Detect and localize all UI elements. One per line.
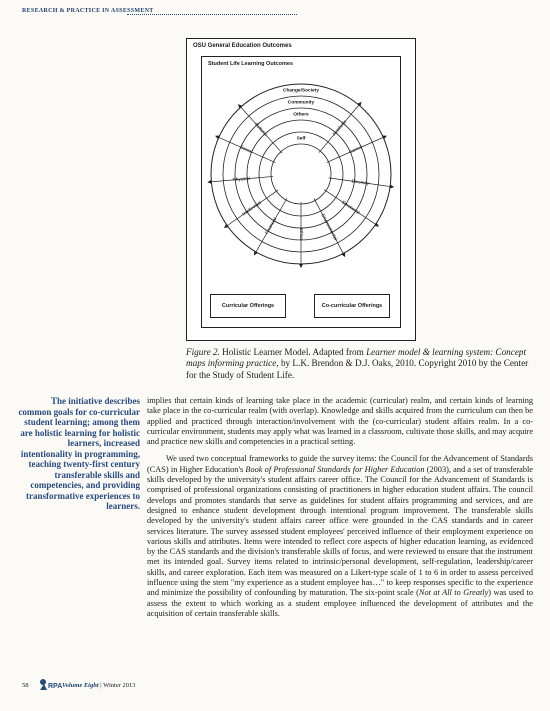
domain-label: Ethics (298, 227, 304, 241)
ring-label: Community (287, 100, 315, 106)
paragraph-2 (147, 454, 533, 619)
domain-label: Social (239, 144, 254, 155)
domain-label: Physical (232, 175, 250, 183)
running-head-text: RESEARCH & PRACTICE IN ASSESSMENT (22, 8, 154, 14)
p2-part-a: We used two conceptual frameworks to guide the survey items: the Council for the Advancement of Standards (CAS) in Higher Education's (147, 454, 533, 474)
p2-part-d: ) was used to assess the extent to which working as a student employee influenced the development of attributes and the acquisition of certain transferable skills. (147, 588, 533, 618)
domain-label: Emotional (341, 199, 361, 216)
figure-inner-box (201, 56, 401, 328)
figure-caption (186, 347, 531, 381)
domain-label: Aesthetic (331, 119, 348, 137)
domain-label: Diversity (351, 178, 370, 186)
holistic-learner-diagram (204, 69, 398, 287)
caption-text-2: , by L.K. Brendon & D.J. Oaks, 2010. Copyright 2010 by the Center for the Study of Student Life. (186, 358, 529, 380)
p2-part-b: (2003), and a set of transferable skills developed by the university's student affairs career office. The Council for the Advancement of Standards is comprised of professional organizations consisting of practitioners in higher education student affairs. The council develops and promotes standards that serve as guidelines for student affairs programming and services, and are designed to enhance student development through intentional program improvement. The transferable skills developed by the university's student affairs career office were grounded in the CAS standards and in career services literature. The survey assessed student employees' perceived influence of their employment experience on various skills and attributes. Items were intended to reflect core aspects of higher education learning, as evidenced by the CAS standards and the division's transferable skills of focus, and were reviewed to ensure that the instrument met its intended goal. Survey items related to intrinsic/personal development, self-regulation, leadership/career skills, and career exploration. Each item was measured on a Likert-type scale of 1 to 6 in order to assess perceived influence using the stem "my experience as a student employee has…" to keep responses specific to the experience and minimize the possibility of confounding by maturation. The six-point scale ( (147, 464, 533, 598)
ring-label: Change/Society (283, 88, 319, 94)
figure-inner-title: Student Life Learning Outcomes (208, 61, 293, 67)
pull-quote: The initiative describes common goals for co-curricular student learning; among them are holistic learning for holistic learners, increased intentionality in programming, teaching twenty-first century transferable skills and competencies, and providing transformative experiences to learners. (18, 396, 140, 511)
domain-label: Environmental (320, 212, 339, 241)
running-head (22, 8, 532, 20)
caption-figure-label: Figure 2. (186, 347, 220, 357)
caption-text-1: Holistic Learner Model. Adapted from (219, 347, 367, 357)
cocurricular-offerings-box: Co-curricular Offerings (314, 294, 390, 318)
p2-italic-book: Book of Professional Standards for Higher Education (245, 464, 425, 474)
domain-label: Career (348, 144, 364, 155)
rpa-logo-icon (38, 677, 63, 691)
ring-label: Self (296, 136, 306, 142)
p2-italic-not-at-all: Not at All (418, 588, 452, 598)
paragraph-1: implies that certain kinds of learning take place in the academic (curricular) realm, and certain kinds of learning take place in the co-curricular realm (with overlap). Knowledge and skills acquired from the curriculum can then be applied and practiced through interaction/involvement with the (co-curricular) student affairs realm. In a co-curricular environment, students may apply what was learned in a classroom, cultivate those skills, and may acquire and practice new skills and competencies in a practical setting. (147, 396, 533, 447)
figure-box (186, 38, 416, 341)
p2-part-c: to (451, 588, 464, 598)
ring-label: Others (293, 112, 309, 118)
page-number: 58 (22, 682, 29, 689)
ring-core (271, 144, 331, 204)
footer (22, 679, 222, 691)
body-text (147, 396, 533, 626)
ring-labels (283, 88, 319, 142)
svg-text:RPA: RPA (48, 683, 63, 690)
figure-outer-title: OSU General Education Outcomes (193, 43, 292, 49)
p2-italic-greatly: Greatly (463, 588, 489, 598)
domain-label: Financial (263, 216, 278, 236)
domain-arrows (209, 104, 392, 266)
domain-label: Cultural (253, 121, 269, 137)
issue-label: | Winter 2013 (98, 682, 136, 689)
domain-label: Intellectual (241, 199, 263, 217)
issue-info (62, 682, 136, 689)
running-head-rule (127, 14, 297, 15)
volume-label: Volume Eight (62, 682, 99, 689)
caption-source-title: Learner model & learning system: Concept maps informing practice (186, 347, 527, 369)
curricular-offerings-box: Curricular Offerings (210, 294, 286, 318)
